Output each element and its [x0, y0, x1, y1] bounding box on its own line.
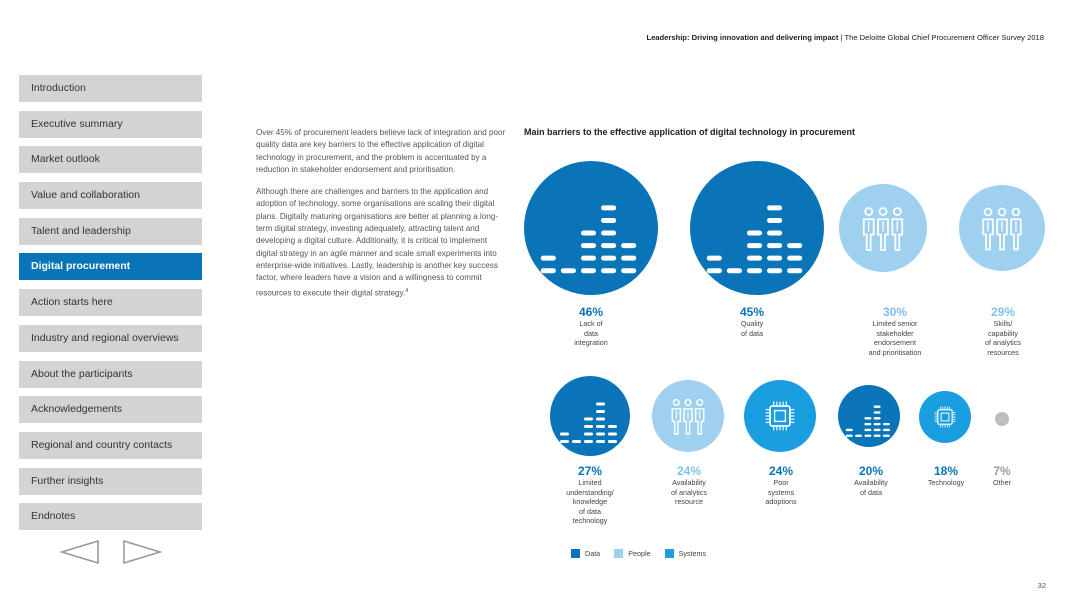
stat-percentage: 46%: [578, 305, 604, 319]
nav-item-about-the-participants[interactable]: About the participants: [19, 361, 202, 388]
stat-caption: [545, 478, 635, 526]
stat-percentage: 29%: [990, 305, 1016, 319]
stat-caption: [850, 319, 940, 357]
page-number: 32: [1037, 581, 1046, 590]
stat-label: [546, 305, 636, 348]
stat-label: [958, 305, 1048, 357]
ellipsis-icon: [995, 412, 1009, 426]
body-paragraph-2-text: Although there are challenges and barriers to the application and adoption of technology, some organisations are scaling their digital plans. Digitally maturing organisations are better at planning a long-term digital strategy, investing adequately, attracting talent and developing a digital culture. Additionally, it is critical to implement digital strategy in an agile manner and scale small experiments into enterprise-wide initiatives. Lastly, leadership is another key success factor, where leaders have a vision and a willingness to commit resources to execute their digital strategy.: [256, 187, 499, 298]
nav-item-market-outlook[interactable]: Market outlook: [19, 146, 202, 173]
legend-label-people: People: [628, 549, 651, 558]
stat-caption-line: of data: [860, 487, 882, 497]
bubble-other: [995, 412, 1009, 426]
stat-label: [957, 464, 1047, 488]
stat-percentage: 30%: [882, 305, 908, 319]
nav-item-talent-and-leadership[interactable]: Talent and leadership: [19, 218, 202, 245]
stat-caption: [736, 478, 826, 507]
page-header: [646, 33, 1044, 42]
stat-caption-line: Technology: [927, 478, 965, 487]
bubble-systems: [744, 380, 816, 452]
bubble-data: [690, 161, 824, 295]
stat-caption: [707, 319, 797, 338]
bubble-people: [959, 185, 1045, 271]
chart-title: Main barriers to the effective application of digital technology in procurement: [524, 127, 856, 137]
stat-caption-line: Availability: [672, 478, 706, 487]
stat-label: [707, 305, 797, 338]
stat-label: [736, 464, 826, 507]
legend-item-systems: [665, 549, 707, 558]
stat-caption-line: technology: [572, 516, 608, 526]
stat-caption-line: resources: [987, 347, 1019, 357]
stat-caption: [546, 319, 636, 348]
chart-legend: [571, 549, 706, 558]
people-icon: [839, 184, 927, 272]
legend-item-people: [614, 549, 650, 558]
stat-caption-line: adoptions: [765, 497, 797, 507]
legend-swatch-systems: [665, 549, 674, 558]
bubble-data: [838, 385, 900, 447]
bubble-data: [524, 161, 658, 295]
stat-percentage: 27%: [577, 464, 603, 478]
stat-percentage: 45%: [739, 305, 765, 319]
stat-percentage: 20%: [858, 464, 884, 478]
stat-label: [644, 464, 734, 507]
legend-item-data: [571, 549, 600, 558]
stat-caption-line: Quality: [740, 319, 764, 328]
header-title: Leadership: Driving innovation and delivering impact: [646, 33, 839, 42]
stat-caption: [958, 319, 1048, 357]
stat-caption-line: understanding/: [566, 487, 614, 497]
stat-caption-line: data: [584, 328, 598, 338]
nav-item-introduction[interactable]: Introduction: [19, 75, 202, 102]
stat-caption-line: of data: [579, 506, 601, 516]
sidebar-nav: [19, 75, 202, 539]
nav-item-digital-procurement[interactable]: Digital procurement: [19, 253, 202, 280]
stat-percentage: 7%: [993, 464, 1011, 478]
bar-chart-icon: [550, 376, 630, 456]
stat-caption-line: systems: [767, 487, 795, 497]
nav-item-value-and-collaboration[interactable]: Value and collaboration: [19, 182, 202, 209]
nav-item-industry-and-regional-overviews[interactable]: Industry and regional overviews: [19, 325, 202, 352]
stat-caption-line: Lack of: [579, 319, 603, 328]
body-paragraph-2: [256, 186, 508, 299]
stat-caption-line: Poor: [773, 478, 789, 487]
stat-caption-line: of data: [741, 328, 763, 338]
nav-item-executive-summary[interactable]: Executive summary: [19, 111, 202, 138]
chip-icon: [744, 380, 816, 452]
stat-caption-line: Skills/: [993, 319, 1013, 328]
stat-percentage: 24%: [676, 464, 702, 478]
bar-chart-icon: [690, 161, 824, 295]
stat-caption-line: Other: [993, 478, 1011, 487]
stat-caption-line: Limited: [578, 478, 602, 487]
right-arrow-icon[interactable]: [122, 540, 162, 564]
bar-chart-icon: [838, 385, 900, 447]
stat-label: [545, 464, 635, 526]
header-separator: |: [838, 33, 845, 42]
body-paragraph-1: Over 45% of procurement leaders believe lack of integration and poor quality data are key barriers to the effective application of digital technology in procurement, and the problem is accentuated by a reduction in stakeholder endorsement and prioritisation.: [256, 128, 506, 174]
body-text: [256, 127, 508, 310]
stat-percentage: 24%: [768, 464, 794, 478]
nav-item-action-starts-here[interactable]: Action starts here: [19, 289, 202, 316]
stat-percentage: 18%: [933, 464, 959, 478]
bubble-data: [550, 376, 630, 456]
stat-caption-line: and prioritisation: [868, 347, 922, 357]
header-subtitle: The Deloitte Global Chief Procurement Officer Survey 2018: [844, 33, 1044, 42]
stat-caption-line: of analytics: [671, 487, 707, 497]
bubble-systems: [919, 391, 971, 443]
stat-caption-line: Limited senior: [872, 319, 918, 328]
stat-caption-line: integration: [574, 338, 608, 348]
nav-item-acknowledgements[interactable]: Acknowledgements: [19, 396, 202, 423]
stat-caption-line: of analytics: [985, 338, 1021, 348]
nav-item-endnotes[interactable]: Endnotes: [19, 503, 202, 530]
legend-label-data: Data: [585, 549, 601, 558]
stat-caption: [644, 478, 734, 507]
nav-item-regional-and-country-contacts[interactable]: Regional and country contacts: [19, 432, 202, 459]
nav-item-further-insights[interactable]: Further insights: [19, 468, 202, 495]
stat-caption-line: stakeholder: [876, 328, 914, 338]
stat-caption-line: endorsement: [874, 338, 916, 348]
stat-caption: [957, 478, 1047, 488]
stat-caption-line: resource: [675, 497, 703, 507]
bubble-people: [839, 184, 927, 272]
legend-label-systems: Systems: [678, 549, 707, 558]
chip-icon: [919, 391, 971, 443]
stat-caption-line: knowledge: [572, 497, 608, 507]
stat-caption-line: capability: [988, 328, 1018, 338]
stat-label: [850, 305, 940, 357]
bar-chart-icon: [524, 161, 658, 295]
legend-swatch-people: [614, 549, 623, 558]
people-icon: [652, 380, 724, 452]
legend-swatch-data: [571, 549, 580, 558]
left-arrow-icon[interactable]: [60, 540, 100, 564]
stat-caption-line: Availability: [854, 478, 888, 487]
footnote-marker: 4: [405, 287, 409, 294]
people-icon: [959, 185, 1045, 271]
bubble-people: [652, 380, 724, 452]
